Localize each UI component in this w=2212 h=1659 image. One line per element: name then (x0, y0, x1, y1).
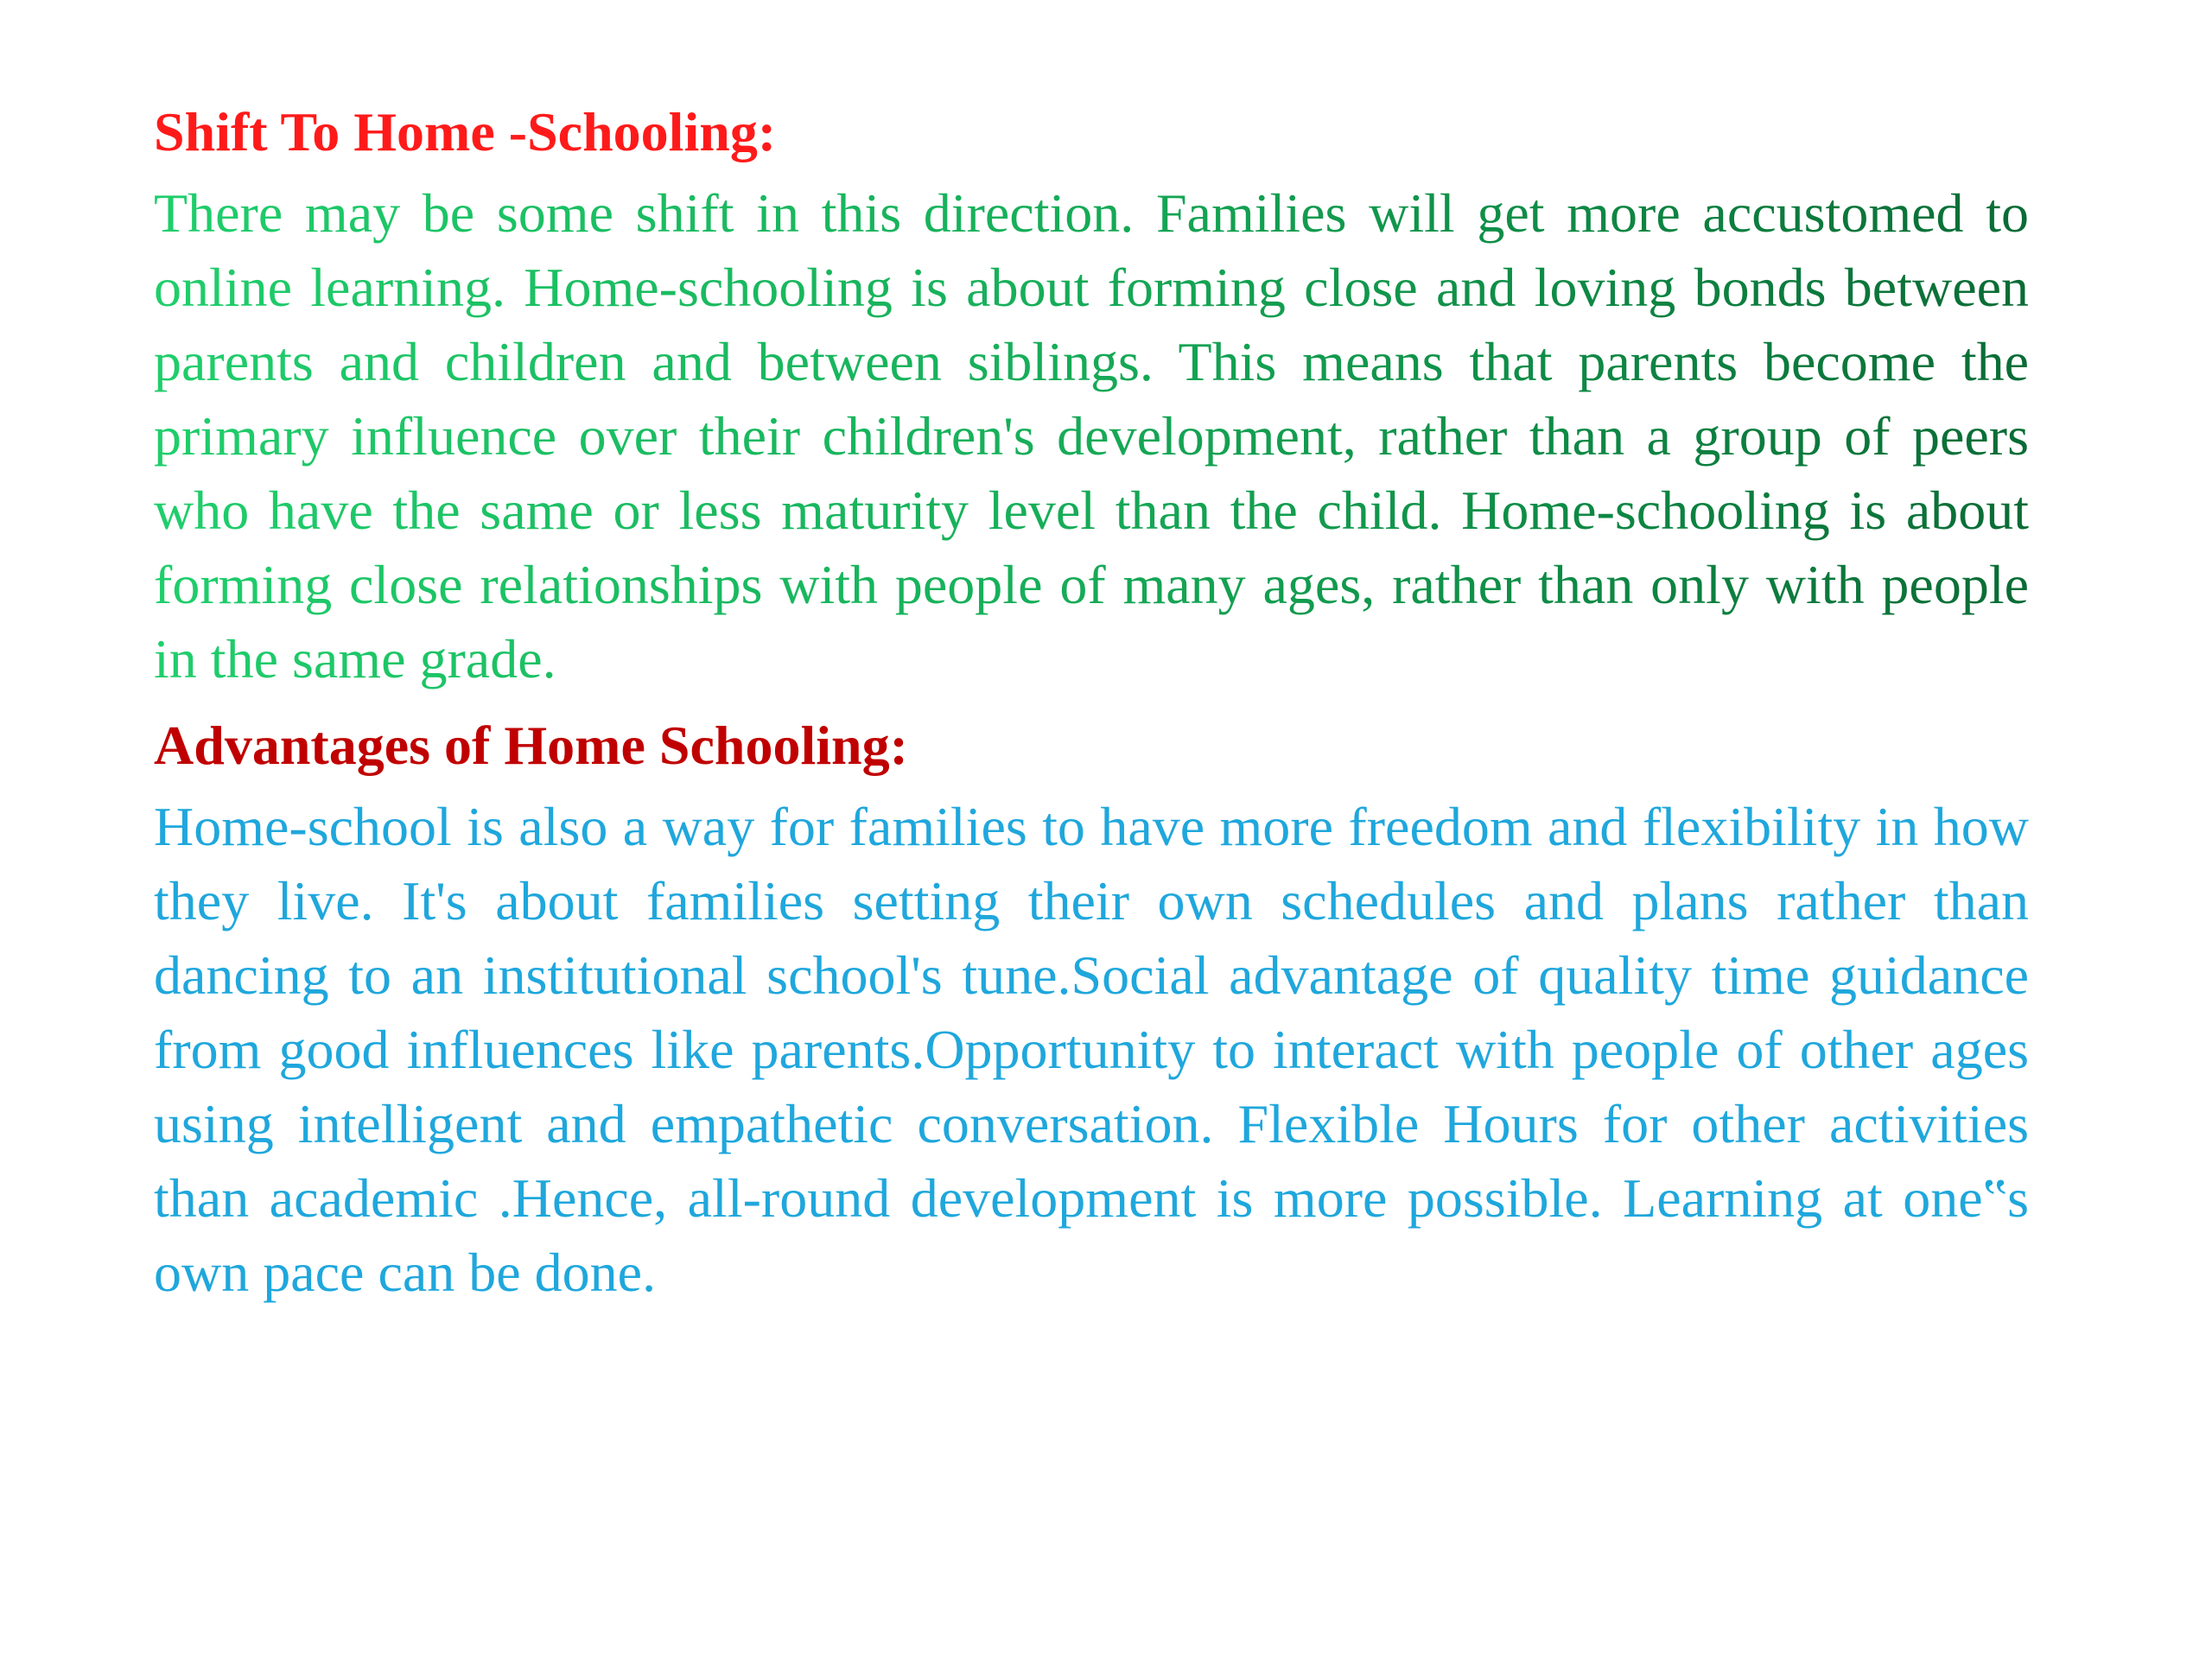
section-body-shift-to-home-schooling: There may be some shift in this direction. Families will get more accustomed to online learning. Home-schooling is about forming close and loving bonds between parents and children and between siblings. This means that parents become the primary influence over their children's development, rather than a group of peers who have the same or less maturity level than the child. Home-schooling is about forming close relationships with people of many ages, rather than only with people in the same grade. (154, 176, 2029, 696)
section-body-advantages-of-home-schooling: Home-school is also a way for families to have more freedom and flexibility in how they live. It's about families setting their own schedules and plans rather than dancing to an institutional school's tune.Social advantage of quality time guidance from good influences like parents.Opportunity to interact with people of other ages using intelligent and empathetic conversation. Flexible Hours for other activities than academic .Hence, all-round development is more possible. Learning at one‟s own pace can be done. (154, 796, 2029, 1303)
section-heading-shift-to-home-schooling: Shift To Home -Schooling: (154, 101, 777, 162)
section-heading-advantages-of-home-schooling: Advantages of Home Schooling: (154, 715, 908, 776)
document-page (154, 93, 2029, 1310)
